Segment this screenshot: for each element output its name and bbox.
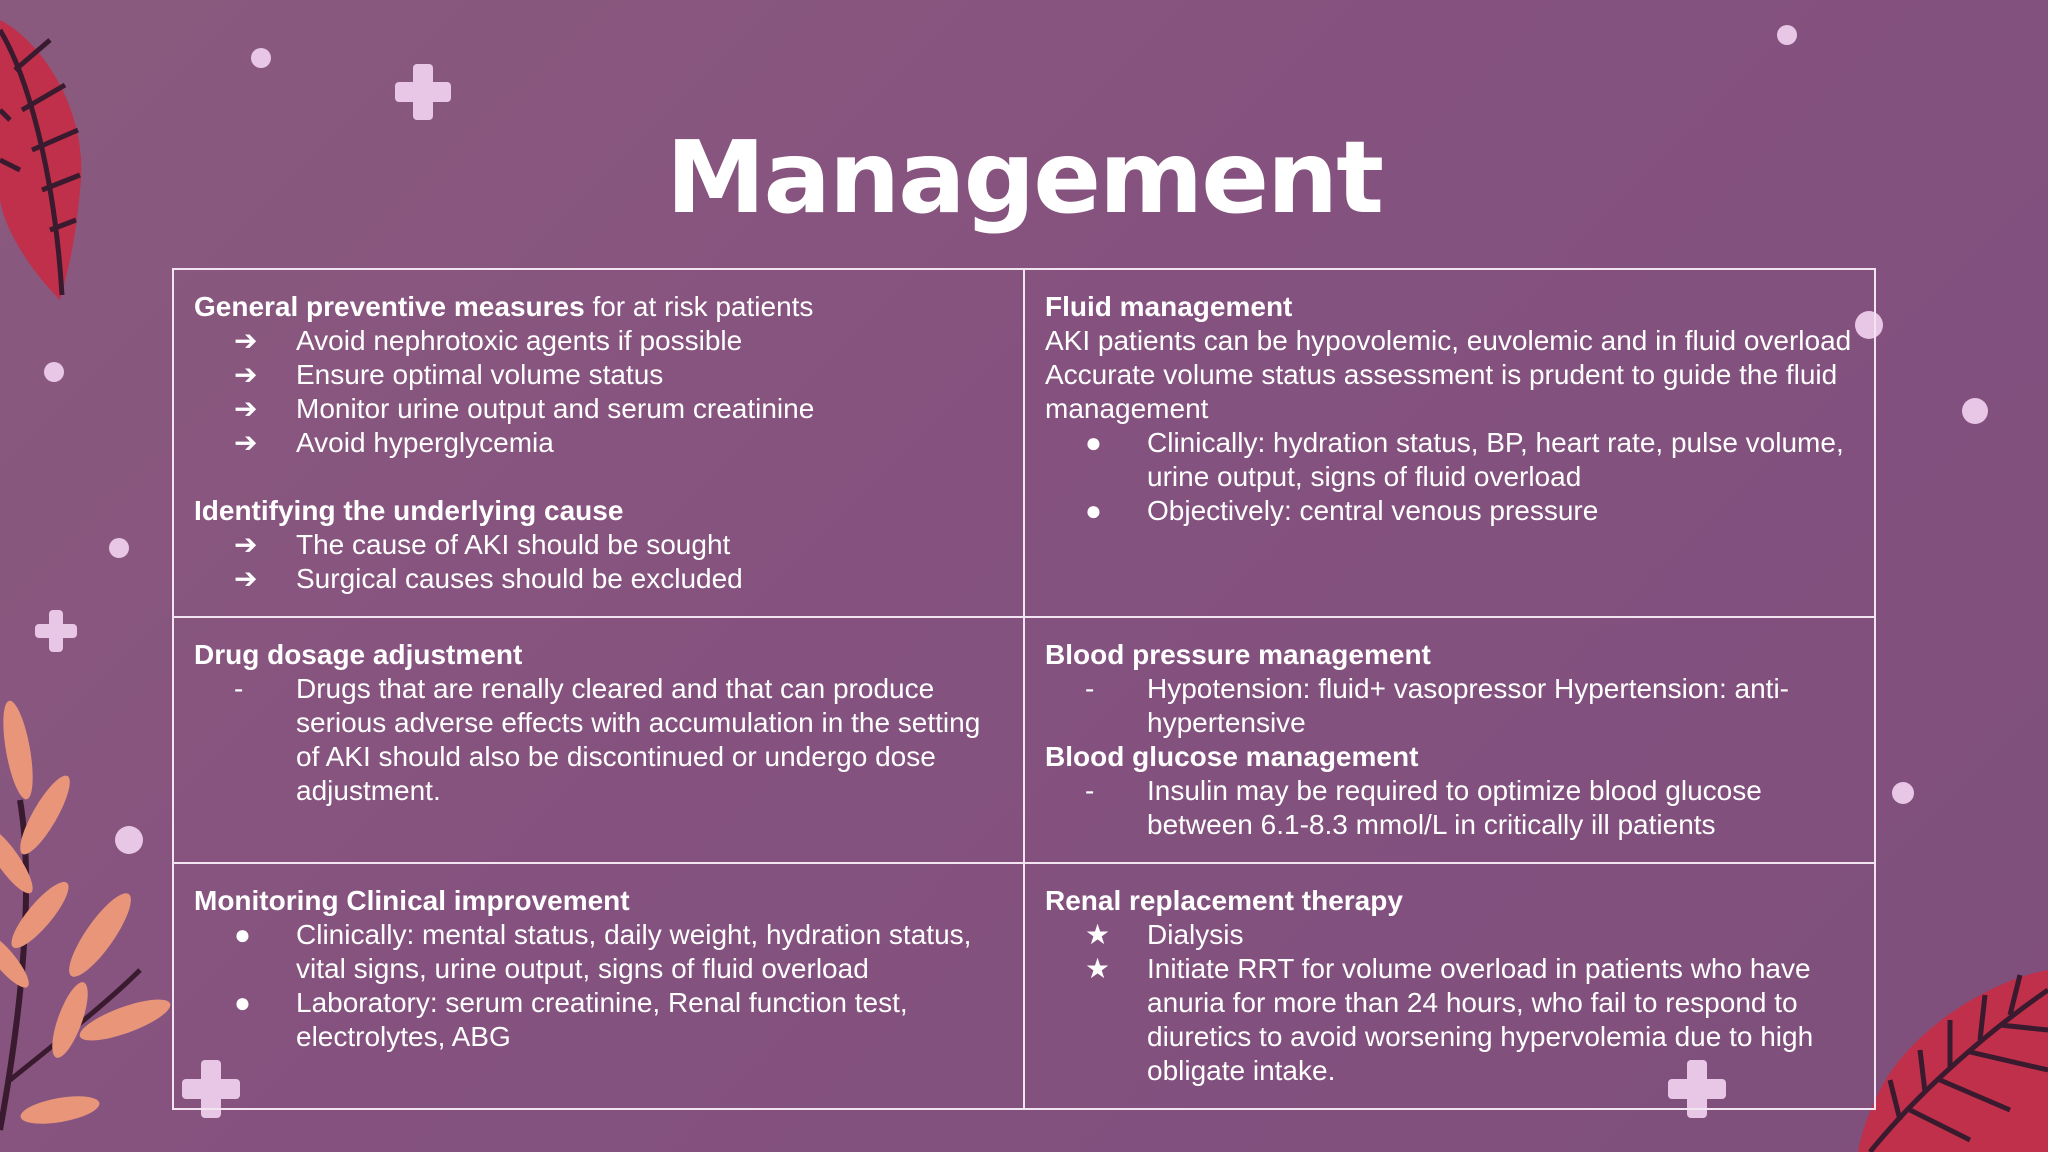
list-item	[1045, 494, 1856, 528]
list-item-text: Surgical causes should be excluded	[296, 563, 743, 594]
dash-icon: -	[1085, 775, 1095, 806]
cell-heading-2: Identifying the underlying cause	[194, 495, 624, 526]
page-title: Management	[665, 119, 1383, 236]
list-item	[194, 562, 1003, 596]
list-item-text: Avoid nephrotoxic agents if possible	[296, 325, 743, 356]
bullet-list	[1045, 426, 1856, 528]
arrow-icon: ➔	[234, 359, 258, 390]
list-item-text: Monitor urine output and serum creatinine	[296, 393, 815, 424]
list-item	[194, 426, 1003, 460]
cell-heading-2: Blood glucose management	[1045, 741, 1419, 772]
bullet-icon: ●	[1085, 495, 1102, 526]
cell-heading: Fluid management	[1045, 291, 1293, 322]
bullet-list	[194, 672, 1003, 808]
cell-heading: Blood pressure management	[1045, 639, 1431, 670]
list-item-text: The cause of AKI should be sought	[296, 529, 731, 560]
star-icon: ★	[1085, 953, 1111, 984]
heading-bold: General preventive measures	[194, 291, 585, 322]
bullet-icon: ●	[234, 987, 251, 1018]
dot-decoration	[1777, 25, 1797, 45]
list-item	[1045, 774, 1856, 842]
list-item	[194, 672, 1003, 808]
red-leaf-bottom-right-decoration	[1850, 970, 2048, 1152]
heading-rest: for at risk patients	[584, 291, 814, 322]
cell-heading: Renal replacement therapy	[1045, 885, 1403, 916]
plus-decoration	[35, 610, 77, 652]
cell-renal-replacement	[1025, 864, 1876, 1108]
dash-icon: -	[234, 673, 244, 704]
list-item	[194, 324, 1003, 358]
list-item-text: Initiate RRT for volume overload in patients who have anuria for more than 24 hours, who fail to respond to diuretics to avoid worsening hypervolemia due to high obligate intake.	[1147, 953, 1814, 1086]
peach-branch-bottom-left-decoration	[0, 690, 190, 1152]
paragraph: AKI patients can be hypovolemic, euvolemic and in fluid overload	[1045, 325, 1852, 356]
cell-fluid-management	[1025, 270, 1876, 618]
cell-monitoring	[174, 864, 1025, 1108]
star-icon: ★	[1085, 919, 1111, 950]
list-item-text: Insulin may be required to optimize blood glucose between 6.1-8.3 mmol/L in critically ill patients	[1147, 775, 1762, 840]
paragraph: Accurate volume status assessment is prudent to guide the fluid management	[1045, 359, 1838, 424]
bullet-list	[194, 528, 1003, 596]
cell-heading: Monitoring Clinical improvement	[194, 885, 630, 916]
list-item-text: Avoid hyperglycemia	[296, 427, 554, 458]
dot-decoration	[115, 826, 143, 854]
cell-heading	[194, 290, 1003, 324]
list-item-text: Clinically: mental status, daily weight, hydration status, vital signs, urine output, signs of fluid overload	[296, 919, 972, 984]
bullet-list	[1045, 774, 1856, 842]
dot-decoration	[44, 362, 64, 382]
cell-blood-pressure	[1025, 618, 1876, 864]
arrow-icon: ➔	[234, 427, 258, 458]
list-item	[194, 986, 1003, 1054]
cell-general-preventive	[174, 270, 1025, 618]
arrow-icon: ➔	[234, 529, 258, 560]
list-item	[1045, 426, 1856, 494]
dot-decoration	[1962, 398, 1988, 424]
arrow-icon: ➔	[234, 563, 258, 594]
dot-decoration	[109, 538, 129, 558]
arrow-icon: ➔	[234, 325, 258, 356]
list-item	[1045, 672, 1856, 740]
bullet-list	[194, 324, 1003, 460]
list-item-text: Drugs that are renally cleared and that can produce serious adverse effects with accumulation in the setting of AKI should also be discontinued or undergo dose adjustment.	[296, 673, 981, 806]
dash-icon: -	[1085, 673, 1095, 704]
bullet-icon: ●	[1085, 427, 1102, 458]
list-item	[194, 918, 1003, 986]
cell-drug-dosage	[174, 618, 1025, 864]
management-table	[172, 268, 1876, 1110]
list-item-text: Laboratory: serum creatinine, Renal function test, electrolytes, ABG	[296, 987, 908, 1052]
list-item-text: Objectively: central venous pressure	[1147, 495, 1599, 526]
bullet-list	[1045, 672, 1856, 740]
list-item	[194, 528, 1003, 562]
list-item-text: Clinically: hydration status, BP, heart rate, pulse volume, urine output, signs of fluid overload	[1147, 427, 1844, 492]
list-item	[194, 392, 1003, 426]
list-item-text: Ensure optimal volume status	[296, 359, 664, 390]
arrow-icon: ➔	[234, 393, 258, 424]
list-item	[194, 358, 1003, 392]
list-item	[1045, 952, 1856, 1088]
dot-decoration	[1892, 782, 1914, 804]
list-item-text: Dialysis	[1147, 919, 1244, 950]
dot-decoration	[251, 48, 271, 68]
list-item	[1045, 918, 1856, 952]
bullet-list	[194, 918, 1003, 1054]
bullet-icon: ●	[234, 919, 251, 950]
bullet-list	[1045, 918, 1856, 1088]
list-item-text: Hypotension: fluid+ vasopressor Hypertension: anti-hypertensive	[1147, 673, 1790, 738]
cell-heading: Drug dosage adjustment	[194, 639, 523, 670]
plus-decoration	[395, 64, 451, 120]
